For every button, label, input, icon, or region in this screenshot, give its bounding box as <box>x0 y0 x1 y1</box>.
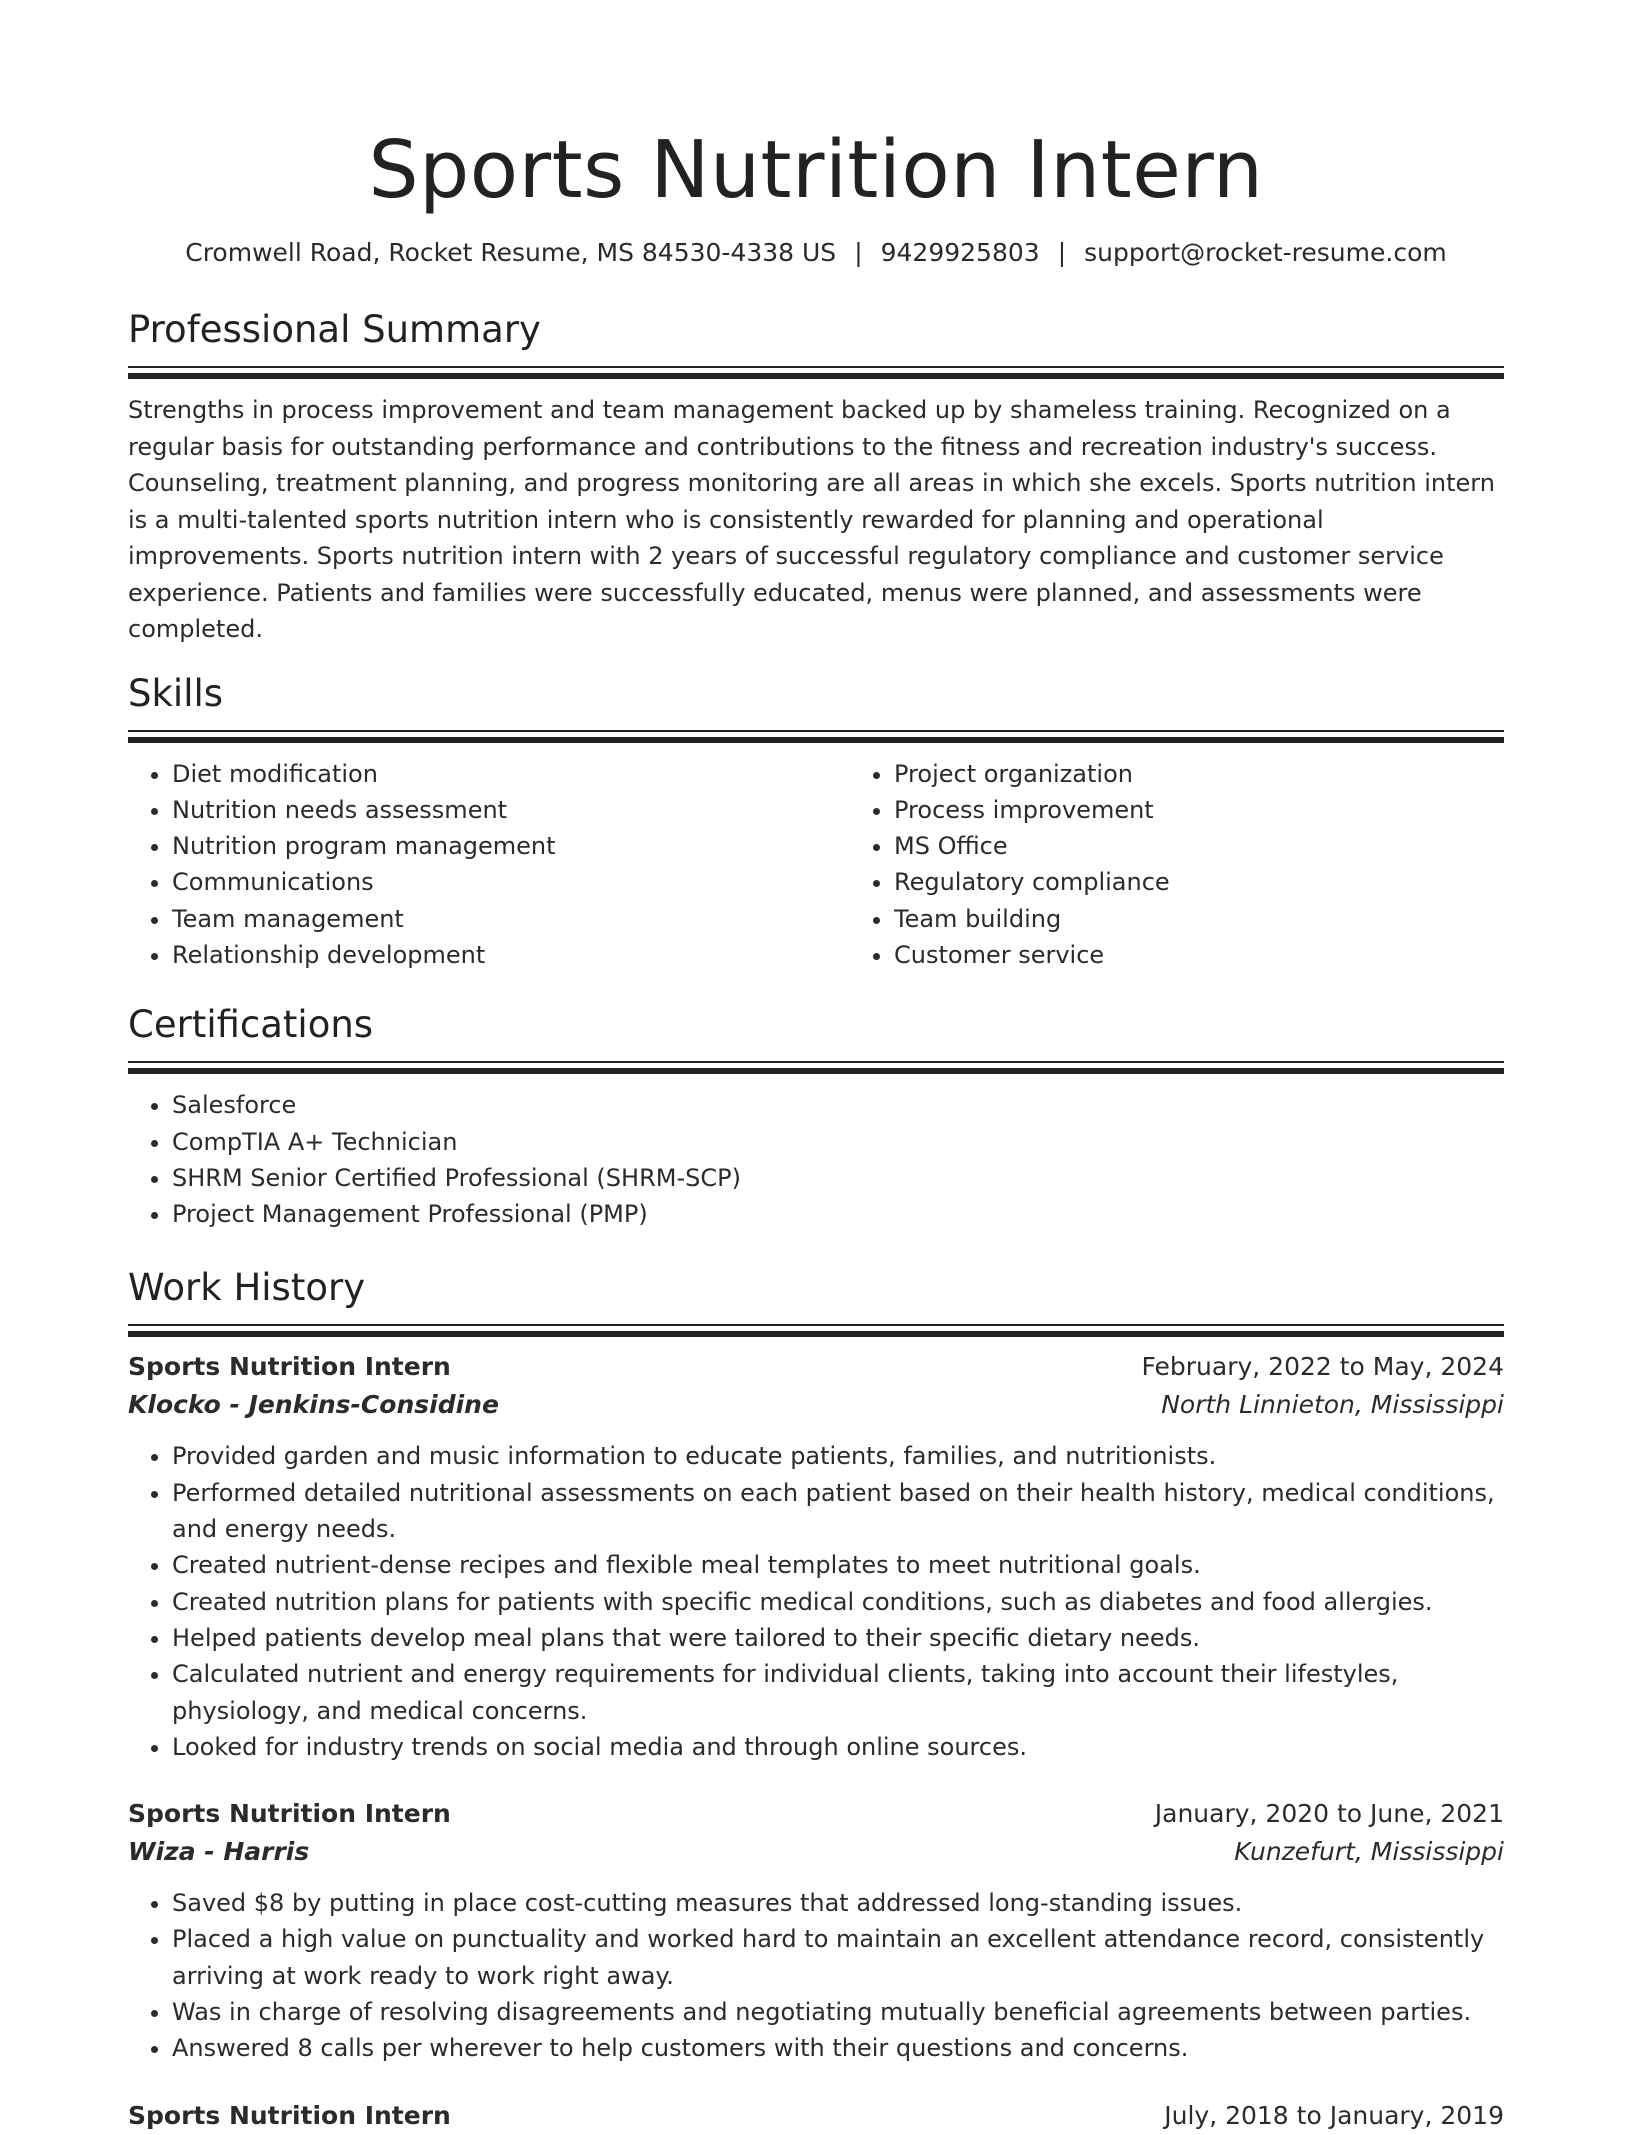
job-header-row <box>128 1348 1504 1386</box>
section-divider <box>128 366 1504 382</box>
skill-item: • Nutrition program management <box>172 828 850 864</box>
summary-heading: Professional Summary <box>128 308 541 351</box>
skill-item: • Communications <box>172 864 850 900</box>
skills-grid <box>128 756 1504 974</box>
skill-item: • MS Office <box>894 828 1572 864</box>
job-bullet: • Saved $8 by putting in place cost-cutting measures that addressed long-standing issues. <box>172 1885 1504 1921</box>
job-bullet: • Placed a high value on punctuality and worked hard to maintain an excellent attendance record, consistently arriving at work ready to work right away. <box>172 1921 1504 1994</box>
contact-email: support@rocket-resume.com <box>1084 238 1447 267</box>
job-bullet: • Created nutrient-dense recipes and flexible meal templates to meet nutritional goals. <box>172 1547 1504 1583</box>
job-company: Klocko - Jenkins-Considine <box>128 1390 499 1420</box>
job-bullet: • Calculated nutrient and energy requirements for individual clients, taking into account their lifestyles, physiology, and medical concerns. <box>172 1656 1504 1729</box>
skill-item: • Relationship development <box>172 937 850 973</box>
certification-item: • Project Management Professional (PMP) <box>172 1196 1504 1232</box>
job-subheader-row <box>128 1386 1504 1424</box>
job-bullet: • Created nutrition plans for patients with specific medical conditions, such as diabetes and food allergies. <box>172 1584 1504 1620</box>
contact-line <box>128 236 1504 270</box>
skill-item: • Process improvement <box>894 792 1572 828</box>
skills-list-right <box>850 756 1572 974</box>
job-header-row <box>128 1795 1504 1833</box>
certification-item: • SHRM Senior Certified Professional (SHRM-SCP) <box>172 1160 1504 1196</box>
job-dates: February, 2022 to May, 2024 <box>1141 1352 1504 1382</box>
summary-text: Strengths in process improvement and team management backed up by shameless training. Recognized on a regular basis for outstanding performance and contributions to the fitness and recreation industry's success. Counseling, treatment planning, and progress monitoring are all areas in which she excels. Sports nutrition intern is a multi-talented sports nutrition intern who is consistently rewarded for planning and operational improvements. Sports nutrition intern with 2 years of successful regulatory compliance and customer service experience. Patients and families were successfully educated, menus were planned, and assessments were completed. <box>128 396 1495 643</box>
contact-separator: | <box>854 238 863 267</box>
job-dates: January, 2020 to June, 2021 <box>1154 1799 1504 1829</box>
skills-section <box>128 672 1504 974</box>
skills-list-left <box>128 756 850 974</box>
section-divider <box>128 1324 1504 1340</box>
skill-item: • Team building <box>894 901 1572 937</box>
skill-item: • Nutrition needs assessment <box>172 792 850 828</box>
job-company: Wiza - Harris <box>128 1837 310 1867</box>
job-bullet-list <box>128 1438 1504 1765</box>
job-location: Kunzefurt, Mississippi <box>1234 1837 1504 1867</box>
job-bullet: • Was in charge of resolving disagreements and negotiating mutually beneficial agreements between parties. <box>172 1994 1504 2030</box>
certifications-list <box>128 1087 1504 1232</box>
job-entry <box>128 1795 1504 2066</box>
certification-item: • Salesforce <box>172 1087 1504 1123</box>
job-bullet: • Helped patients develop meal plans that were tailored to their specific dietary needs. <box>172 1620 1504 1656</box>
job-location: North Linnieton, Mississippi <box>1161 1390 1504 1420</box>
job-entry <box>128 1348 1504 1765</box>
contact-separator: | <box>1057 238 1067 267</box>
section-divider <box>128 730 1504 746</box>
job-bullet: • Looked for industry trends on social media and through online sources. <box>172 1729 1504 1765</box>
job-bullet: • Answered 8 calls per wherever to help customers with their questions and concerns. <box>172 2030 1504 2066</box>
job-entry <box>128 2097 1504 2135</box>
resume-page <box>128 0 1504 2135</box>
work-history-heading: Work History <box>128 1266 366 1310</box>
certifications-heading: Certifications <box>128 1003 374 1047</box>
work-history-section <box>128 1266 1504 2134</box>
skills-heading: Skills <box>128 671 224 715</box>
skill-item: • Diet modification <box>172 756 850 792</box>
job-bullet: • Provided garden and music information to educate patients, families, and nutritionists. <box>172 1438 1504 1474</box>
summary-section <box>128 308 1504 648</box>
job-header-row <box>128 2097 1504 2135</box>
job-subheader-row <box>128 1833 1504 1871</box>
job-bullet-list <box>128 1885 1504 2066</box>
job-title: Sports Nutrition Intern <box>128 2100 451 2130</box>
job-bullet: • Performed detailed nutritional assessments on each patient based on their health history, medical conditions, and energy needs. <box>172 1475 1504 1548</box>
skill-item: • Regulatory compliance <box>894 864 1572 900</box>
skill-item: • Customer service <box>894 937 1572 973</box>
skill-item: • Project organization <box>894 756 1572 792</box>
certification-item: • CompTIA A+ Technician <box>172 1124 1504 1160</box>
resume-title: Sports Nutrition Intern <box>368 124 1264 216</box>
skill-item: • Team management <box>172 901 850 937</box>
certifications-section <box>128 1003 1504 1232</box>
contact-address: Cromwell Road, Rocket Resume, MS 84530-4338 US <box>185 238 837 267</box>
section-divider <box>128 1061 1504 1077</box>
job-title: Sports Nutrition Intern <box>128 1799 451 1829</box>
job-title: Sports Nutrition Intern <box>128 1352 451 1382</box>
job-dates: July, 2018 to January, 2019 <box>1164 2100 1504 2130</box>
contact-phone: 9429925803 <box>880 238 1040 267</box>
